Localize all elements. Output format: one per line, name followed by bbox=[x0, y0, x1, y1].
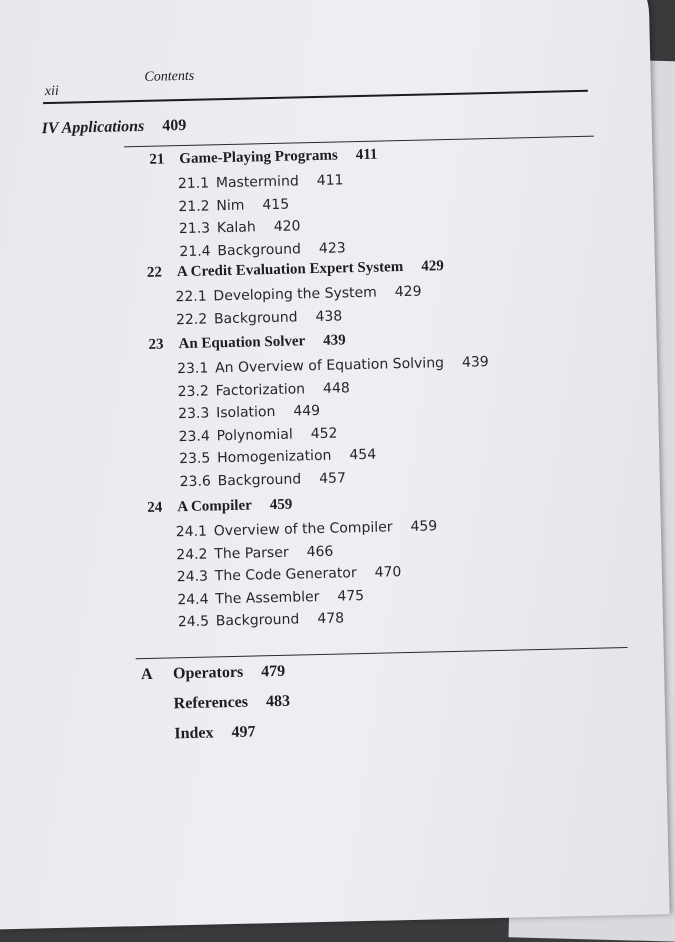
chapter-title: A Compiler bbox=[177, 497, 252, 516]
section-number: 23.1 bbox=[176, 360, 209, 378]
back-matter-title: References bbox=[173, 693, 249, 713]
section-number: 23.2 bbox=[177, 382, 209, 400]
section-title: Developing the System bbox=[213, 284, 377, 305]
section-page: 439 bbox=[461, 354, 489, 371]
appendix-label bbox=[142, 738, 174, 739]
section-page: 411 bbox=[316, 172, 344, 189]
section-title: The Parser bbox=[214, 544, 289, 562]
chapter-number: 23 bbox=[148, 336, 164, 353]
section-number: 22.1 bbox=[175, 288, 207, 306]
back-matter-entry bbox=[141, 663, 286, 684]
section-title: Overview of the Compiler bbox=[213, 519, 393, 540]
section-entry bbox=[179, 447, 376, 467]
section-entry bbox=[176, 518, 438, 540]
section-page: 470 bbox=[374, 564, 402, 581]
section-title: Factorization bbox=[215, 380, 306, 399]
back-matter-page: 479 bbox=[261, 662, 286, 681]
section-entry bbox=[175, 284, 421, 306]
back-matter-page: 497 bbox=[231, 723, 256, 742]
back-matter-title: Operators bbox=[172, 663, 244, 683]
section-number: 23.6 bbox=[179, 472, 212, 490]
section-entry bbox=[176, 308, 343, 328]
chapter-number: 22 bbox=[146, 264, 163, 281]
section-title: Mastermind bbox=[215, 173, 299, 192]
chapter-heading bbox=[147, 497, 292, 517]
section-title: An Overview of Equation Solving bbox=[214, 355, 445, 377]
section-number: 24.4 bbox=[177, 591, 209, 608]
chapter-page: 439 bbox=[323, 332, 346, 349]
chapter-heading bbox=[148, 332, 346, 353]
section-title: Background bbox=[215, 611, 300, 630]
section-entry bbox=[179, 218, 301, 237]
section-number: 21.4 bbox=[179, 242, 211, 260]
chapter-page: 459 bbox=[269, 496, 293, 514]
section-page: 452 bbox=[310, 425, 338, 442]
chapter-page: 429 bbox=[421, 258, 444, 275]
section-title: Isolation bbox=[215, 403, 276, 422]
header-rule bbox=[43, 90, 588, 104]
chapter-title: A Credit Evaluation Expert System bbox=[176, 259, 404, 281]
back-matter-page: 483 bbox=[265, 692, 291, 711]
section-number: 24.1 bbox=[175, 523, 208, 541]
section-number: 21.1 bbox=[177, 175, 210, 193]
section-entry bbox=[177, 564, 402, 585]
section-title: The Assembler bbox=[215, 588, 320, 607]
running-title: Contents bbox=[144, 68, 195, 85]
section-title: Kalah bbox=[216, 219, 256, 237]
section-page: 466 bbox=[306, 543, 334, 560]
chapter-page: 411 bbox=[355, 146, 378, 164]
chapter-heading bbox=[147, 258, 444, 282]
section-page: 475 bbox=[337, 587, 365, 605]
section-entry bbox=[177, 354, 489, 377]
back-matter-entry bbox=[142, 693, 291, 714]
section-number: 23.4 bbox=[178, 427, 210, 445]
part-rule bbox=[124, 136, 594, 148]
section-page: 415 bbox=[262, 196, 290, 213]
section-entry bbox=[177, 587, 364, 607]
chapter-heading bbox=[149, 147, 377, 169]
part-label: IV Applications bbox=[41, 117, 145, 138]
section-page: 449 bbox=[293, 402, 321, 420]
appendix-label: A bbox=[140, 665, 153, 684]
appendix-label bbox=[142, 708, 174, 709]
chapter-title: Game-Playing Programs bbox=[179, 147, 338, 168]
section-number: 23.5 bbox=[178, 450, 211, 468]
section-page: 459 bbox=[410, 518, 438, 535]
back-matter-entry bbox=[142, 723, 256, 744]
section-entry bbox=[178, 403, 320, 422]
section-title: Background bbox=[213, 308, 298, 327]
section-number: 22.2 bbox=[175, 310, 208, 328]
section-number: 21.2 bbox=[178, 197, 210, 215]
section-title: The Code Generator bbox=[214, 565, 357, 585]
section-number: 23.3 bbox=[177, 405, 210, 423]
section-number: 24.3 bbox=[176, 568, 209, 586]
section-page: 454 bbox=[349, 446, 377, 464]
section-page: 448 bbox=[322, 379, 350, 397]
section-title: Background bbox=[217, 240, 302, 259]
section-entry bbox=[178, 172, 344, 192]
part-heading bbox=[41, 117, 186, 138]
section-entry bbox=[178, 425, 337, 445]
page-number: xii bbox=[44, 83, 59, 100]
section-entry bbox=[178, 196, 289, 215]
section-page: 438 bbox=[315, 307, 343, 325]
section-page: 457 bbox=[318, 469, 347, 487]
chapter-number: 24 bbox=[147, 499, 163, 516]
section-title: Polynomial bbox=[216, 426, 293, 444]
section-entry bbox=[179, 470, 346, 490]
section-number: 24.2 bbox=[176, 546, 208, 563]
section-page: 420 bbox=[273, 218, 301, 235]
section-entry bbox=[179, 240, 346, 260]
appendix-rule bbox=[136, 647, 628, 659]
section-entry bbox=[178, 610, 345, 630]
chapter-number: 21 bbox=[149, 151, 165, 168]
section-title: Nim bbox=[216, 197, 245, 214]
section-page: 423 bbox=[318, 239, 346, 257]
section-entry bbox=[176, 543, 333, 563]
section-number: 21.3 bbox=[178, 220, 211, 238]
section-title: Background bbox=[217, 470, 302, 489]
back-matter-title: Index bbox=[174, 724, 214, 743]
section-number: 24.5 bbox=[177, 613, 210, 631]
chapter-title: An Equation Solver bbox=[178, 333, 306, 353]
section-page: 478 bbox=[317, 610, 345, 628]
part-page: 409 bbox=[162, 116, 187, 135]
section-title: Homogenization bbox=[216, 447, 332, 467]
section-page: 429 bbox=[394, 283, 422, 301]
section-entry bbox=[177, 380, 350, 400]
